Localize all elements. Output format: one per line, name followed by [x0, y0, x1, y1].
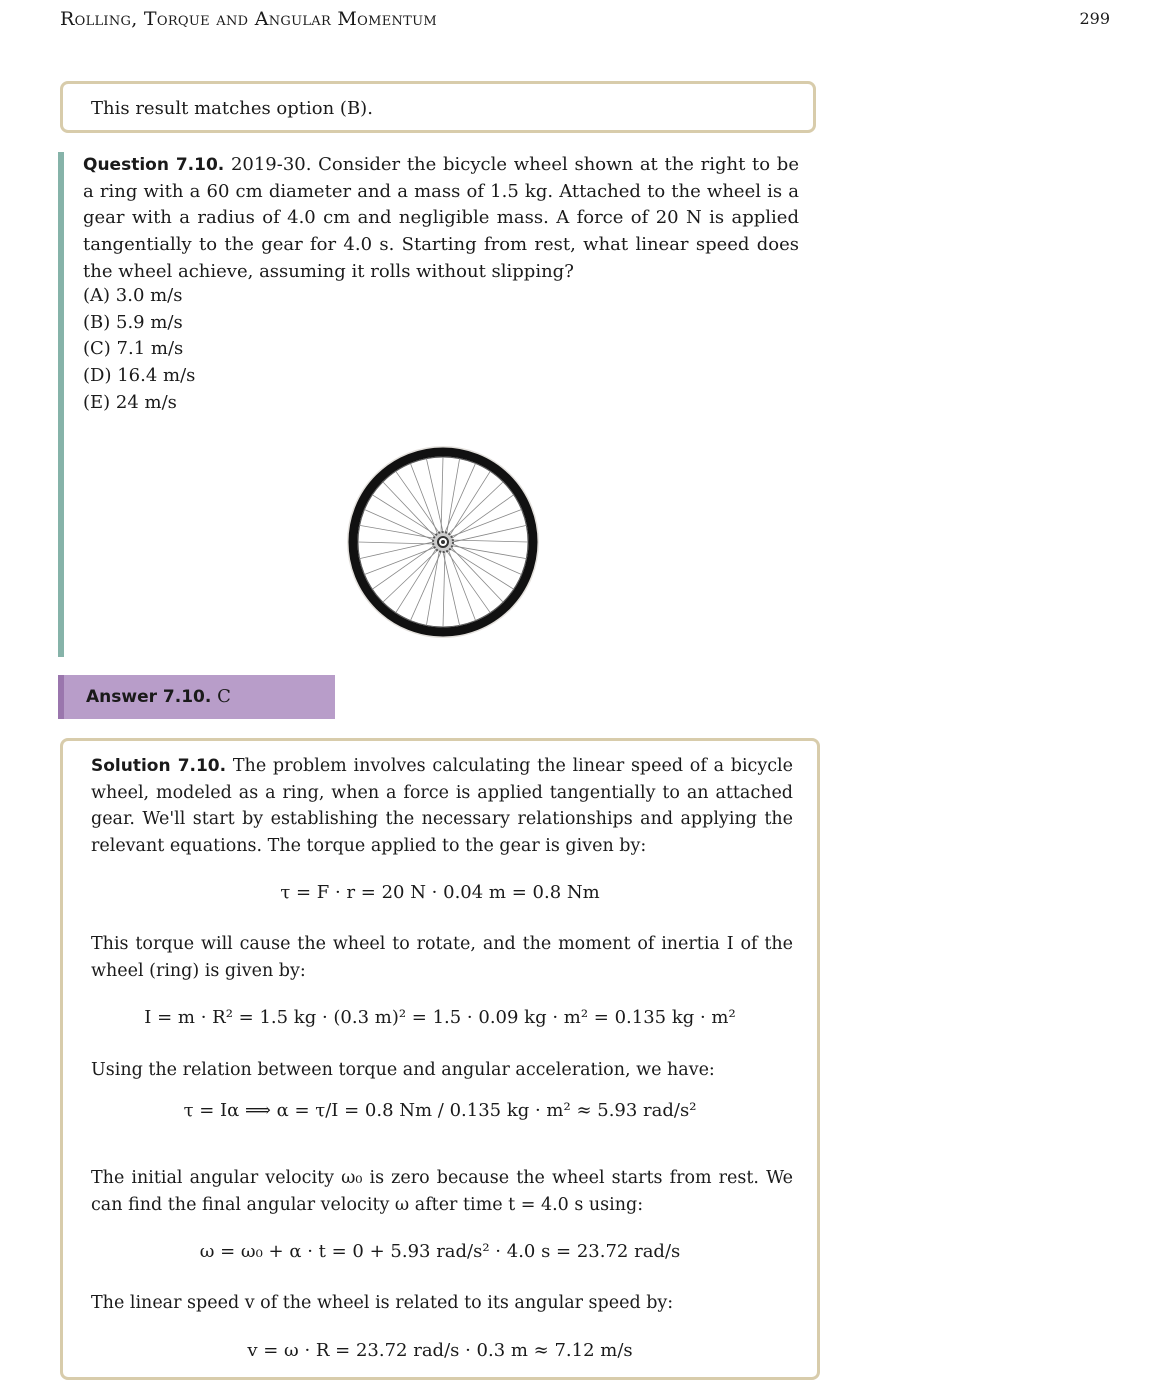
wheel-spoke	[410, 463, 438, 535]
wheel-spoke	[448, 548, 476, 620]
option-d: (D) 16.4 m/s	[83, 365, 196, 387]
solution-paragraph-3: Using the relation between torque and angular acceleration, we have:	[91, 1060, 715, 1080]
question-label: Question 7.10.	[83, 155, 225, 175]
wheel-spoke	[451, 540, 528, 542]
wheel-spoke	[443, 550, 460, 625]
solution-intro-text: The problem involves calculating the linear speed of a bicycle wheel, modeled as a ring, when a force is applied tangentially to an attached gear. We'll start by establishing the necessary relationships and applying the relevant equations. The torque applied to the gear is given by:	[91, 756, 793, 857]
option-a: (A) 3.0 m/s	[83, 285, 183, 306]
wheel-spoke	[360, 542, 435, 559]
wheel-spoke	[396, 547, 437, 612]
equation-moment-of-inertia: I = m · R² = 1.5 kg · (0.3 m)² = 1.5 · 0.09 kg · m² = 0.135 kg · m²	[144, 1007, 736, 1028]
solution-label: Solution 7.10.	[91, 756, 227, 776]
wheel-spoke	[449, 509, 521, 537]
wheel-spoke	[426, 459, 443, 534]
question-block	[58, 152, 803, 657]
result-box	[60, 81, 816, 133]
solution-box	[60, 738, 820, 1380]
wheel-spoke	[449, 471, 490, 536]
answer-label: Answer 7.10.	[86, 687, 212, 707]
answer-value: C	[217, 686, 231, 707]
solution-paragraph-5: The linear speed v of the wheel is related to its angular speed by:	[91, 1293, 674, 1313]
answer-bar	[58, 675, 335, 719]
equation-angular-velocity: ω = ω₀ + α · t = 0 + 5.93 rad/s² · 4.0 s = 23.72 rad/s	[199, 1241, 681, 1262]
wheel-spoke	[372, 495, 437, 536]
options-list	[83, 283, 195, 417]
wheel-spoke	[451, 525, 526, 542]
solution-intro	[91, 753, 793, 860]
option-c: (C) 7.1 m/s	[83, 338, 184, 360]
solution-paragraph-4: The initial angular velocity ω₀ is zero because the wheel starts from rest. We can find the final angular velocity ω after time t = 4.0 s using:	[91, 1168, 793, 1215]
wheel-spoke	[448, 548, 513, 589]
running-header-title: Rolling, Torque and Angular Momentum	[60, 8, 438, 30]
question-text	[83, 152, 799, 286]
answer-accent	[58, 675, 64, 719]
wheel-spoke	[441, 457, 443, 534]
answer-text	[86, 686, 231, 707]
option-b: (B) 5.9 m/s	[83, 311, 183, 333]
equation-angular-acceleration: τ = Iα ⟹ α = τ/I = 0.8 Nm / 0.135 kg · m² ≈ 5.93 rad/s²	[183, 1100, 697, 1121]
equation-linear-speed: v = ω · R = 23.72 rad/s · 0.3 m ≈ 7.12 m/s	[247, 1340, 633, 1361]
wheel-spoke	[358, 542, 435, 544]
page-number: 299	[1079, 9, 1110, 28]
question-accent-bar	[58, 152, 64, 657]
wheel-spoke	[364, 547, 436, 575]
solution-paragraph-2: This torque will cause the wheel to rotate, and the moment of inertia I of the wheel (ring) is given by:	[91, 934, 793, 981]
result-text: This result matches option (B).	[91, 98, 373, 119]
equation-torque: τ = F · r = 20 N · 0.04 m = 0.8 Nm	[280, 882, 600, 903]
option-e: (E) 24 m/s	[83, 391, 177, 413]
wheel-spoke	[443, 550, 445, 627]
question-body: 2019-30. Consider the bicycle wheel shown at the right to be a ring with a 60 cm diameter and a mass of 1.5 kg. Attached to the wheel is a gear with a radius of 4.0 cm and negligible mass. A force of 20 N is applied tangentially to the gear for 4.0 s. Starting from rest, what linear speed does the wheel achieve, assuming it rolls without slipping?	[83, 154, 799, 282]
bicycle-wheel-image	[343, 442, 543, 642]
